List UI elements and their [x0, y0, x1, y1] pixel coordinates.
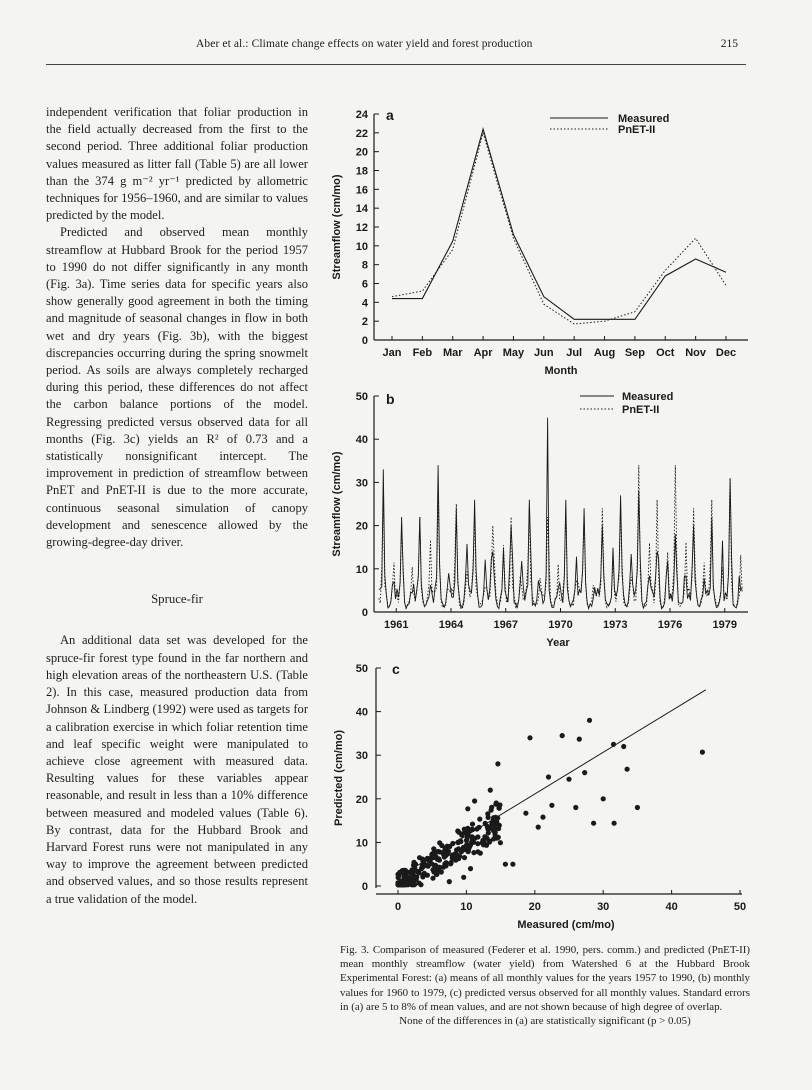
scatter-point-c — [582, 770, 587, 775]
scatter-point-c — [591, 821, 596, 826]
scatter-point-c — [472, 798, 477, 803]
y-tick-label-a: 18 — [355, 165, 368, 178]
scatter-point-c — [447, 879, 452, 884]
scatter-point-c — [536, 825, 541, 830]
scatter-point-c — [487, 825, 492, 830]
scatter-point-c — [495, 836, 500, 841]
scatter-point-c — [577, 737, 582, 742]
scatter-point-c — [488, 788, 493, 793]
scatter-point-c — [503, 862, 508, 867]
x-tick-label-a: Aug — [593, 347, 616, 359]
x-tick-label-c: 20 — [528, 901, 541, 913]
y-tick-label-a: 22 — [355, 127, 368, 140]
panel-label-a: a — [386, 107, 394, 123]
y-tick-label-a: 14 — [355, 203, 368, 216]
page-number: 215 — [720, 38, 738, 50]
x-tick-label-a: Apr — [473, 347, 493, 359]
scatter-point-c — [566, 777, 571, 782]
x-tick-label-c: 50 — [733, 901, 747, 913]
scatter-point-c — [400, 882, 405, 887]
scatter-point-c — [412, 865, 417, 870]
body-column — [46, 104, 308, 908]
scatter-point-c — [540, 815, 545, 820]
scatter-point-c — [417, 881, 422, 886]
header-rule — [46, 64, 746, 65]
x-tick-label-c: 40 — [665, 901, 678, 913]
scatter-point-c — [625, 767, 630, 772]
x-tick-label-a: Sep — [624, 347, 646, 359]
scatter-point-c — [441, 851, 446, 856]
paragraph-2: Predicted and observed mean monthly streamflow at Hubbard Brook for the period 1957 to 1990 do not differ significantly in any month (Fig. 3a). Time series data for specific years also show generally good agreement in both the timing and magnitude of seasonal changes in flow in both wet and dry years (Fig. 3b), with the biggest discrepancies occurring during the spring snowmelt period. As soils are always completely recharged during this period, these differences do not affect the carbon balance portions of the model. Regressing predicted versus observed data for all months (Fig. 3c) yields an R² of 0.73 and a statistically nonsignificant intercept. The improvement in prediction of streamflow between PnET and PnET-II is due to the more accurate, continuous seasonal simulation of canopy development and senescence allowed by the growing-degree-day driver. — [46, 225, 308, 550]
scatter-point-c — [478, 851, 483, 856]
y-tick-label-b: 20 — [355, 520, 368, 533]
scatter-point-c — [464, 842, 469, 847]
scatter-point-c — [510, 862, 515, 867]
y-tick-label-b: 40 — [355, 434, 368, 447]
y-tick-label-a: 10 — [355, 240, 368, 253]
scatter-point-c — [477, 817, 482, 822]
y-tick-label-b: 10 — [355, 563, 368, 576]
x-tick-label-c: 0 — [394, 901, 402, 913]
figure-3a — [318, 100, 758, 387]
x-tick-label-a: Jul — [566, 347, 583, 359]
caption-last-line: None of the differences in (a) are statistically significant (p > 0.05) — [399, 1015, 691, 1028]
figure-3c — [318, 660, 758, 940]
scatter-point-c — [700, 750, 705, 755]
x-tick-label-a: Dec — [715, 347, 737, 359]
scatter-point-c — [456, 846, 461, 851]
section-heading: Spruce-fir — [151, 592, 203, 607]
scatter-point-c — [462, 855, 467, 860]
scatter-point-c — [466, 849, 471, 854]
scatter-point-c — [573, 805, 578, 810]
legend-label-a: PnET-II — [618, 124, 656, 136]
scatter-point-c — [421, 863, 426, 868]
y-tick-label-c: 0 — [361, 881, 368, 893]
scatter-point-c — [411, 875, 416, 880]
x-tick-label-c: 30 — [597, 901, 610, 913]
scatter-point-c — [495, 761, 500, 766]
x-tick-label-a: Jan — [382, 347, 402, 359]
scatter-point-c — [412, 882, 417, 887]
scatter-point-c — [560, 733, 565, 738]
scatter-point-c — [474, 826, 479, 831]
y-tick-label-a: 4 — [361, 297, 368, 310]
scatter-point-c — [493, 830, 498, 835]
paragraph-3: An additional data set was developed for the spruce-fir forest type found in the far northern and high elevation areas of the northeastern U.S. (Table 2). In this case, measured production data from Johnson & Lindberg (1992) were used as targets for a calibration exercise in which foliar retention time and leaf specific weight were manipulated to achieve close agreement with measured data. Resulting values for these variables appear reasonable, and result in less than a 10% difference between measured and modeled values (Table 6). By contrast, data for the Hubbard Brook and Harvard Forest runs were not manipulated in any way to improve the agreement between predicted and observed values, and so those results represent a true validation of the model. — [46, 633, 308, 906]
scatter-point-c — [452, 852, 457, 857]
scatter-point-c — [411, 860, 416, 865]
scatter-point-c — [431, 852, 436, 857]
legend-label-b: Measured — [622, 391, 674, 403]
scatter-point-c — [468, 866, 473, 871]
scatter-point-c — [465, 806, 470, 811]
x-tick-label-a: May — [502, 347, 525, 359]
paragraph-1: independent verification that foliar production in the field actually decreased from the first to the second period. Three additional foliar production values measured as litter fall (Table 5) are all lower than the 374 g m⁻² yr⁻¹ predicted by allometric techniques for 1956–1960, and are similar to values predicted by the model. — [46, 105, 308, 223]
scatter-point-c — [426, 864, 431, 869]
scatter-point-c — [431, 869, 436, 874]
scatter-point-c — [456, 830, 461, 835]
scatter-point-c — [470, 822, 475, 827]
x-tick-label-b: 1961 — [384, 619, 409, 631]
scatter-point-c — [486, 815, 491, 820]
scatter-point-c — [611, 742, 616, 747]
scatter-point-c — [458, 839, 463, 844]
x-tick-label-b: 1973 — [603, 619, 628, 631]
y-axis-title-a: Streamflow (cm/mo) — [331, 174, 343, 280]
page-header — [46, 36, 746, 60]
y-tick-label-b: 30 — [355, 477, 368, 490]
y-tick-label-a: 0 — [361, 335, 368, 347]
x-tick-label-a: Oct — [656, 347, 675, 359]
scatter-point-c — [468, 827, 473, 832]
scatter-point-c — [587, 718, 592, 723]
x-axis-title-c: Measured (cm/mo) — [517, 919, 615, 931]
x-axis-title-b: Year — [546, 637, 570, 649]
y-tick-label-a: 12 — [355, 222, 368, 234]
y-axis-title-c: Predicted (cm/mo) — [333, 730, 345, 826]
scatter-point-c — [443, 863, 448, 868]
x-tick-label-a: Nov — [685, 347, 707, 359]
y-tick-label-a: 8 — [361, 259, 368, 272]
chart-a — [318, 100, 758, 382]
figure-caption — [340, 943, 750, 1028]
x-axis-title-a: Month — [544, 365, 578, 377]
scatter-point-c — [422, 871, 427, 876]
scatter-point-c — [428, 857, 433, 862]
scatter-point-c — [621, 744, 626, 749]
scatter-point-c — [461, 875, 466, 880]
x-tick-label-a: Mar — [442, 347, 463, 359]
x-tick-label-a: Jun — [534, 347, 554, 359]
scatter-point-c — [495, 815, 500, 820]
chart-b — [318, 384, 758, 660]
x-tick-label-b: 1979 — [712, 619, 737, 631]
scatter-point-c — [487, 839, 492, 844]
y-tick-label-a: 6 — [361, 278, 368, 291]
scatter-point-c — [403, 877, 408, 882]
scatter-point-c — [449, 860, 454, 865]
scatter-point-c — [420, 859, 425, 864]
scatter-point-c — [527, 735, 532, 740]
scatter-point-c — [464, 837, 469, 842]
x-tick-label-b: 1976 — [657, 619, 683, 631]
panel-label-b: b — [386, 391, 395, 407]
series-line-a-pnet — [392, 133, 726, 324]
scatter-point-c — [450, 841, 455, 846]
scatter-point-c — [496, 805, 501, 810]
caption-text: Fig. 3. Comparison of measured (Federer et al. 1990, pers. comm.) and predicted (PnET-II) mean monthly streamflow (water yield) from Watershed 6 at the Hubbard Brook Experimental Forest: (a) means of all monthly values for the years 1957 to 1990, (b) monthly values for 1960 to 1979, (c) predicted versus observed for all monthly values. Standard errors in (a) are 5 to 8% of mean values, and are not shown because of high degree of overlap. — [340, 944, 750, 1013]
x-tick-label-c: 10 — [460, 901, 473, 913]
scatter-point-c — [549, 803, 554, 808]
scatter-point-c — [612, 821, 617, 826]
chart-c — [318, 660, 758, 935]
legend-label-b: PnET-II — [622, 404, 660, 416]
scatter-point-c — [546, 774, 551, 779]
y-tick-label-b: 0 — [361, 607, 368, 619]
scatter-point-c — [523, 811, 528, 816]
scatter-point-c — [471, 850, 476, 855]
y-tick-label-c: 30 — [355, 750, 368, 763]
scatter-point-c — [396, 875, 401, 880]
y-tick-label-c: 40 — [355, 706, 368, 719]
x-tick-label-a: Feb — [412, 347, 433, 359]
x-tick-label-b: 1970 — [548, 619, 573, 631]
figure-3b — [318, 384, 758, 665]
running-title: Aber et al.: Climate change effects on water yield and forest production — [196, 38, 533, 50]
series-line-a-measured — [392, 129, 726, 319]
y-tick-label-a: 2 — [361, 316, 368, 329]
y-tick-label-a: 16 — [355, 184, 368, 197]
scatter-point-c — [489, 805, 494, 810]
scatter-point-c — [498, 840, 503, 845]
y-tick-label-c: 20 — [355, 793, 368, 806]
legend-label-a: Measured — [618, 113, 670, 125]
y-tick-label-b: 50 — [355, 391, 368, 403]
scatter-point-c — [472, 836, 477, 841]
scatter-point-c — [400, 870, 405, 875]
y-tick-label-a: 24 — [355, 109, 368, 121]
y-tick-label-c: 10 — [355, 837, 368, 850]
y-axis-title-b: Streamflow (cm/mo) — [331, 451, 343, 557]
series-line-b-measured — [379, 418, 742, 609]
scatter-point-c — [437, 840, 442, 845]
x-tick-label-b: 1964 — [438, 619, 464, 631]
x-tick-label-b: 1967 — [493, 619, 518, 631]
scatter-point-c — [437, 865, 442, 870]
scatter-point-c — [601, 796, 606, 801]
scatter-point-c — [482, 840, 487, 845]
y-tick-label-a: 20 — [355, 146, 368, 159]
panel-label-c: c — [392, 661, 400, 677]
scatter-point-c — [635, 805, 640, 810]
y-tick-label-c: 50 — [355, 663, 368, 675]
